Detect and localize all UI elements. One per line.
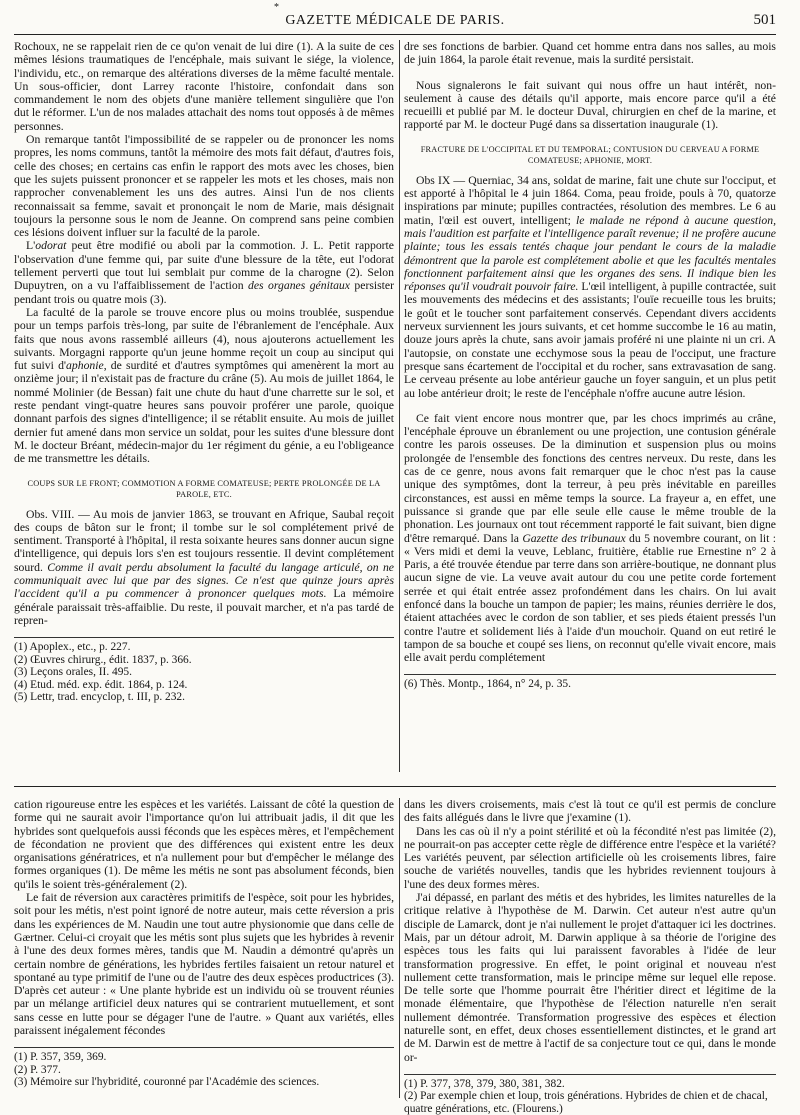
footnote: (4) Etud. méd. exp. édit. 1864, p. 124. <box>14 678 188 691</box>
footnotes <box>14 1047 394 1089</box>
text-run: du 5 novembre courant, on lit : « Vers midi et demi la veuve, Leblanc, fruitière, établie rue Ernestine n° 2 à Paris, a été trouvée étendue par terre dans son arrière-boutique, ne donnant plus aucun signe de vie. La veuve avait autour du cou une petite corde fortement serrée et qui était entrée assez profondément dans les chairs. On lui avait enfoncé dans la bouche un tampon de papier; les mains, réunies derrière le dos, étaient attachées avec le cordon de son tablier, et ses pieds étaient pressés l'un contre l'autre et solidement liés à l'aide d'un mouchoir. Quand on eut retiré le tampon de sa bouche et coupé ses liens, on reconnut qu'elle vivait encore, mais elle avait perdu complétement <box>404 531 776 665</box>
footnote: (2) Œuvres chirurg., édit. 1837, p. 366. <box>14 653 192 666</box>
column-divider <box>399 40 400 772</box>
upper-right-column <box>404 40 776 772</box>
page-header <box>14 2 776 35</box>
text-run: L'œil intelligent, à pupille contractée, suit les mouvements des médecins et des assistants; l'ouïe recueille tous les bruits; le goût et le toucher sont parfaitement conservés. Cependant divers accidents nerveux surviennent les jours suivants, et cet homme succombe le 16 au matin, douze jours après la chute, sans avoir jamais proféré ni une plainte ni un cri. A l'autopsie, on constate une ecchymose sous la peau de l'occiput, une fracture presque sans écartement de l'occipital et du rocher, sans extravasation de sang. Le cerveau présente au lobe antérieur gauche un foyer sanguin, et un plus petit au lobe antérieur droit; le reste de l'encéphale n'offre aucune autre lésion. <box>404 280 776 400</box>
footnote: (2) P. 377. <box>14 1063 61 1076</box>
paragraph <box>14 239 394 305</box>
page-mark: * <box>274 2 279 13</box>
paragraph: dre ses fonctions de barbier. Quand cet homme entra dans nos salles, au mois de juin 1864, la parole était revenue, mais la surdité persistait. <box>404 40 776 67</box>
paragraph: dans les divers croisements, mais c'est là tout ce qu'il est permis de conclure des faits allégués dans le livre que j'examine (1). <box>404 798 776 825</box>
italic-term: odorat <box>35 239 67 253</box>
paragraph <box>404 412 776 665</box>
paragraph: Nous signalerons le fait suivant qui nous offre un haut intérêt, non-seulement à cause des détails qu'il apporte, mais encore parce qu'il a été recueilli et publié par M. le docteur Duval, chirurgien en chef de la marine, et rapporté par M. le docteur Pugé dans sa dissertation inaugurale (1). <box>404 78 776 132</box>
italic-term: aphonie <box>66 359 104 373</box>
observation-paragraph <box>14 508 394 628</box>
text-run: peut être modifié ou aboli par la commotion. J. L. Petit rapporte l'observation d'une femme qui, par suite d'une blessure de la tête, eut l'odorat tellement perverti que tout lui semblait pur comme de la charogne (2). Selon Dupuytren, on a vu l'affaiblissement de l'action <box>14 239 394 293</box>
footnote: (1) Apoplex., etc., p. 227. <box>14 641 131 654</box>
section-heading: COUPS SUR LE FRONT; COMMOTION A FORME COMATEUSE; PERTE PROLONGÉE DE LA PAROLE, ETC. <box>27 478 381 499</box>
paragraph: On remarque tantôt l'impossibilité de se rappeler ou de prononcer les noms propres, les noms communs, tantôt la mémoire des mots fait défaut, d'autres fois, celle des choses; en certains cas enfin le rapport des mots avec les choses, bien que les sujets puissent prononcer et se rappeler les mots et les choses, mais non rapprocher convenablement les uns des autres. Ainsi l'un de nos clients reconnaissait sa femme, savait et prononçait le nom de Marie, mais désignait toujours la personne sous le nom de Jeanne. On comprend sans peine combien ces lésions doivent influer sur la faculté de la parole. <box>14 133 394 240</box>
italic-term: Gazette des tribunaux <box>522 531 626 545</box>
text-run: Ce fait vient encore nous montrer que, par les chocs imprimés au crâne, l'encéphale éprouve un ébranlement ou une projection, une contusion générale contre les parois osseuses. De la diminution et suspension plus ou moins prolongée de l'ensemble des fonctions des centres nerveux. Du reste, dans les cas de ce genre, nous avons fait remarquer que le choc n'est pas la cause unique des symptômes, dont la terreur, à peu près inévitable en pareilles circonstances, est aussi en même temps la source. La frayeur a, en effet, une puissance si grande que par elle seule elle cause le même trouble de la phonation. Les journaux ont tout récemment rapporté le fait suivant, bien digne d'être remarqué. Dans la <box>404 411 776 545</box>
paragraph: J'ai dépassé, en parlant des métis et des hybrides, les limites naturelles de la critique relative à l'hypothèse de M. Darwin. Cet auteur n'est autre qu'un disciple de Lamarck, dont je n'ai nullement le projet d'attaquer ici les doctrines. Mais, par un détour adroit, M. Darwin applique à sa théorie de l'origine des espèces tous les faits qui lui paraissent favorables à l'idée de leur transformation progressive. En effet, le point original et nouveau n'est nullement cette transformation, mais le principe même sur lequel elle repose. De telle sorte que l'homme pourrait être l'héritier direct et légitime de la monade élémentaire, que l'hypothèse de l'élection naturelle n'en serait nullement démontrée. Transformation progressive des espèces et élection naturelle sont, en effet, deux choses essentiellement distinctes, et le grand art de M. Darwin est de mettre à l'actif de sa conjecture tout ce qui, dans le monde or- <box>404 891 776 1064</box>
running-title: GAZETTE MÉDICALE DE PARIS. <box>285 13 505 28</box>
upper-left-column <box>14 40 394 772</box>
text-run: persister pendant trois ou quatre mois (3). <box>14 279 395 306</box>
footnotes <box>14 637 394 704</box>
paragraph <box>14 306 394 466</box>
italic-term: des organes génitaux <box>248 279 350 293</box>
footnote: (5) Lettr, trad. encyclop, t. III, p. 232. <box>14 691 185 704</box>
footnote: (1) P. 377, 378, 379, 380, 381, 382. <box>404 1077 565 1090</box>
text-run: La faculté de la parole se trouve encore plus ou moins troublée, suspendue pour un temps parfois très-long, par suite de l'ébranlement de l'encéphale. Aux faits que nous avons rassemblé ailleurs (4), nous ajouterons actuellement les suivants. Morgagni rapporte qu'un jeune homme reçoit un coup au sinciput qui fut suivi d' <box>14 305 394 373</box>
observation-paragraph <box>404 174 776 400</box>
text-run: Obs. VIII. — Au mois de janvier 1863, se trouvant en Afrique, Saubal reçoit des coups de bâton sur le front; il tombe sur le sol complétement privé de sentiment. Transporté à l'hôpital, il resta soixante heures sans donner aucun signe d'intelligence, qui depuis lors s'en est toujours ressentie. Il devint complétement sourd. <box>14 507 394 574</box>
footnotes <box>404 674 776 691</box>
text-run: L' <box>26 239 36 253</box>
footnotes <box>404 1074 776 1115</box>
column-divider <box>399 798 400 1098</box>
section-heading: FRACTURE DE L'OCCIPITAL ET DU TEMPORAL; CONTUSION DU CERVEAU A FORME COMATEUSE; APHONIE, MORT. <box>420 144 760 165</box>
paragraph: Rochoux, ne se rappelait rien de ce qu'on venait de lui dire (1). A la suite de ces mêmes lésions traumatiques de l'encéphale, mais suivant le siége, la violence, l'individu, etc., on remarque des altérations diverses de la même faculté mentale. Un sous-officier, dont Larrey raconte l'histoire, confondait dans son commandement le nom des objets d'une manière tellement singulière que l'on dut le réformer. L'un de nos malades attachait des noms tout opposés à de mêmes personnes. <box>14 40 394 133</box>
footnote: (2) Par exemple chien et loup, trois générations. Hybrides de chien et de chacal, quatre générations, etc. (Flourens.) <box>404 1090 768 1115</box>
paragraph: cation rigoureuse entre les espèces et les variétés. Laissant de côté la question de forme qui ne saurait avoir l'importance qu'on lui attribuait jadis, il dit que les hybrides sont quelquefois aussi féconds que les espèces mères, et l'empêchement de fécondation ne provient que des différences qui existent entre les deux organisations génératrices, et n'a nullement pour but d'empêcher le mélange des formes organiques (1). De même les métis ne sont pas absolument féconds, bien qu'ils le soient très-généralement (2). <box>14 798 394 891</box>
footnote: (3) Mémoire sur l'hybridité, couronné par l'Académie des sciences. <box>14 1076 320 1089</box>
italic-passage: le malade ne répond à aucune question, mais l'audition est parfaite et l'intelligence paraît revenue; il ne profère aucune plainte; tous les essais tentés chaque jour pendant le cours de la maladie démontrent que la parole est complétement abolie et que les facultés mentales fonctionnent parfaitement ainsi que les organes des sens. Il indique bien les réponses qu'il voudrait pouvoir faire. <box>404 213 776 294</box>
italic-passage: Comme il avait perdu absolument la faculté du langage articulé, on ne communiquait avec lui que par des signes. Ce n'est que quinze jours après l'accident qu'il a pu commencer à prononcer quelques mots. <box>14 560 394 601</box>
paragraph: Le fait de réversion aux caractères primitifs de l'espèce, soit pour les hybrides, soit pour les métis, n'est point ignoré de notre auteur, mais cette réversion a pris dans les expériences de M. Naudin une tout autre physionomie que dans celle de Gærtner. Celui-ci croyait que les métis sont plus sujets que les hybrides à revenir à l'une des deux formes mères, tandis que M. Naudin a démontré qu'après un certain nombre de générations, les hybrides fertiles faisaient un retour naturel et spontané au type primitif de l'une ou de l'autre des deux espèces productrices (3). D'après cet auteur : « Une plante hybride est un individu où se trouvent réunies par un mélange artificiel deux natures qui se contrarient mutuellement, et sont sans cesse en lutte pour se dégager l'une de l'autre. » Quant aux variétés, elles paraissent inégalement fécondes <box>14 891 394 1038</box>
text-run: Obs IX — Querniac, 34 ans, soldat de marine, fait une chute sur l'occiput, et est apporté à l'hôpital le 4 juin 1864. Coma, peau froide, pouls à 70, quatorze inspirations par minute; pupilles contractées, résolution des membres. Le 6 au matin, l'œil est ouvert, intelligent; <box>404 173 776 227</box>
text-run: La mémoire générale paraissait très-affaiblie. Du reste, il pouvait marcher, et n'a pas tardé de repren- <box>14 587 394 627</box>
footnote: (1) P. 357, 359, 369. <box>14 1051 107 1064</box>
text-run: , de surdité et d'autres symptômes qui amenèrent la mort au onzième jour; il n'existait pas de fracture du crâne (5). Au mois de juillet 1864, le nommé Molinier (de Bessan) fait une chute du haut d'une charrette sur le sol, et reste pendant vingt-quatre heures sans pouvoir proférer une parole, quoique donnant parfois des signes d'intelligence; il se rétablit ensuite. Au mois de juillet dernier fut amené dans mon service un soldat, pour les suites d'une blessure dont M. le docteur Bréant, médecin-major du 1er régiment du génie, a eu l'obligeance de me transmettre les détails. <box>14 359 394 466</box>
page-number: 501 <box>753 12 776 28</box>
lower-right-column <box>404 798 776 1115</box>
footnote: (3) Leçons orales, II. 495. <box>14 666 132 679</box>
section-divider <box>14 786 776 787</box>
footnote: (6) Thès. Montp., 1864, n° 24, p. 35. <box>404 678 571 691</box>
paragraph: Dans les cas où il n'y a point stérilité et où la fécondité n'est pas limitée (2), ne pourrait-on pas accepter cette règle de différence entre l'espèce et la variété? Les variétés peuvent, par sélection artificielle où les croisements libres, faire souche de variétés nouvelles, tandis que les hybrides reviennent toujours à l'une des deux formes mères. <box>404 824 776 891</box>
lower-left-column <box>14 798 394 1098</box>
